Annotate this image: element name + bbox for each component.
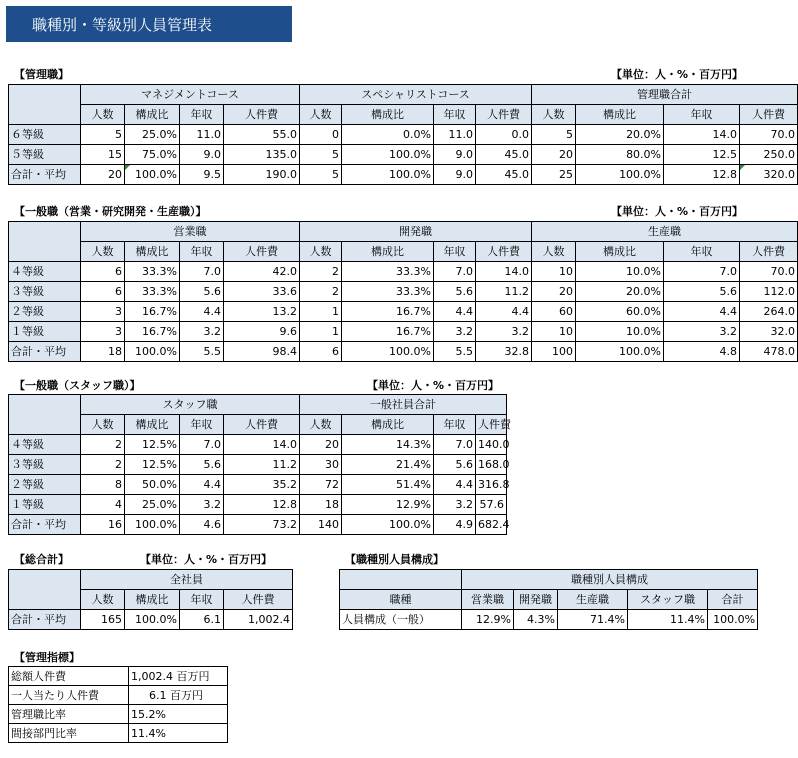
- table-cell: 33.3%: [342, 282, 434, 302]
- table-cell: 21.4%: [342, 455, 434, 475]
- table-cell: 250.0: [740, 145, 798, 165]
- table-cell: 5.6: [180, 455, 224, 475]
- table-cell: 1: [300, 302, 342, 322]
- group-header: 管理職合計: [532, 85, 798, 105]
- table-cell: 9.5: [180, 165, 224, 185]
- general-col-header-row: [9, 242, 798, 262]
- table-cell: 20.0%: [576, 125, 664, 145]
- column-header: 構成比: [576, 242, 664, 262]
- table-cell: 55.0: [224, 125, 300, 145]
- staff-rows: [9, 435, 510, 535]
- table-row: [9, 165, 798, 185]
- table-cell: 100.0%: [125, 342, 180, 362]
- table-cell: 8: [81, 475, 125, 495]
- table-cell: 478.0: [740, 342, 798, 362]
- table-cell: 32.8: [476, 342, 532, 362]
- table-cell: 33.3%: [342, 262, 434, 282]
- kpi-value: 11.4%: [129, 724, 228, 743]
- column-header: 人件費: [224, 242, 300, 262]
- table-cell: 50.0%: [125, 475, 180, 495]
- table-cell: 35.2: [224, 475, 300, 495]
- section-heading-kpi: 【管理指標】: [14, 651, 80, 664]
- kpi-value: 1,002.4 百万円: [129, 667, 228, 686]
- table-cell: 18: [81, 342, 125, 362]
- table-cell: 11.0: [180, 125, 224, 145]
- table-cell: 20: [81, 165, 125, 185]
- section-heading-management: 【管理職】: [14, 68, 69, 81]
- table-cell: 60.0%: [576, 302, 664, 322]
- column-header: 人件費: [476, 242, 532, 262]
- table-cell: 10: [532, 262, 576, 282]
- table-cell: 14.0: [476, 262, 532, 282]
- column-header: 人件費: [224, 590, 293, 610]
- table-cell: 71.4%: [558, 610, 628, 630]
- table-cell: 112.0: [740, 282, 798, 302]
- table-cell: 16.7%: [125, 302, 180, 322]
- table-cell: 13.2: [224, 302, 300, 322]
- section-heading-grand-total: 【総合計】: [14, 553, 69, 566]
- table-row: [9, 342, 798, 362]
- table-cell: 5.6: [434, 455, 476, 475]
- table-cell: 3.2: [180, 322, 224, 342]
- table-cell: 5.5: [180, 342, 224, 362]
- group-header: 職種別人員構成: [462, 570, 758, 590]
- table-cell: 5: [300, 145, 342, 165]
- column-header: 構成比: [342, 242, 434, 262]
- table-cell: 3.2: [434, 495, 476, 515]
- management-rows: [9, 125, 798, 185]
- table-cell: 5: [300, 165, 342, 185]
- column-header: 構成比: [125, 105, 180, 125]
- table-cell: 11.2: [476, 282, 532, 302]
- table-cell: 682.4: [476, 515, 507, 535]
- table-row: [9, 262, 798, 282]
- table-cell: 16.7%: [125, 322, 180, 342]
- row-label: ３等級: [9, 282, 81, 302]
- table-cell: 2: [300, 282, 342, 302]
- table-cell: 4.4: [434, 302, 476, 322]
- table-row: [9, 435, 507, 455]
- table-cell: 100.0%: [576, 165, 664, 185]
- page-title: 職種別・等級別人員管理表: [6, 6, 292, 42]
- unit-label-grand-total: 【単位：人・%・百万円】: [140, 553, 273, 566]
- column-header: 年収: [664, 242, 740, 262]
- column-header: 構成比: [342, 105, 434, 125]
- table-cell: 11.4%: [628, 610, 708, 630]
- table-cell: 30: [300, 455, 342, 475]
- column-header: 人数: [81, 590, 125, 610]
- table-cell: 4.4: [664, 302, 740, 322]
- table-row: [9, 705, 228, 724]
- column-header: 構成比: [342, 415, 434, 435]
- table-row: [9, 302, 798, 322]
- corner-cell: [9, 395, 81, 435]
- column-header: 構成比: [576, 105, 664, 125]
- table-cell: 7.0: [180, 435, 224, 455]
- table-cell: 57.6: [476, 495, 507, 515]
- table-cell: 0.0: [476, 125, 532, 145]
- corner-cell: [9, 85, 81, 125]
- corner-cell: [340, 570, 462, 590]
- composition-table: [339, 569, 758, 630]
- table-cell: 32.0: [740, 322, 798, 342]
- table-cell: 12.5%: [125, 455, 180, 475]
- table-cell: 14.3%: [342, 435, 434, 455]
- row-label: １等級: [9, 322, 81, 342]
- row-label: 合計・平均: [9, 165, 81, 185]
- table-row: [9, 610, 293, 630]
- table-cell: 3.2: [434, 322, 476, 342]
- column-header: 職種: [340, 590, 462, 610]
- table-cell: 4.4: [434, 475, 476, 495]
- table-row: [9, 125, 798, 145]
- table-cell: 7.0: [434, 435, 476, 455]
- column-header: 年収: [434, 415, 476, 435]
- table-cell: 45.0: [476, 145, 532, 165]
- table-cell: 3: [81, 302, 125, 322]
- table-cell: 11.2: [224, 455, 300, 475]
- table-cell: 1: [300, 322, 342, 342]
- group-header: 全社員: [81, 570, 293, 590]
- row-label: ３等級: [9, 455, 81, 475]
- column-header: 年収: [180, 415, 224, 435]
- table-cell: 264.0: [740, 302, 798, 322]
- row-label: 合計・平均: [9, 610, 81, 630]
- table-cell: 140.0: [476, 435, 507, 455]
- table-cell: 7.0: [180, 262, 224, 282]
- table-cell: 7.0: [434, 262, 476, 282]
- table-cell: 140: [300, 515, 342, 535]
- table-cell: 3: [81, 322, 125, 342]
- table-cell: 100.0%: [342, 145, 434, 165]
- table-row: [9, 322, 798, 342]
- table-cell: 5.6: [180, 282, 224, 302]
- table-cell: 20: [300, 435, 342, 455]
- table-cell: 4.4: [180, 302, 224, 322]
- table-cell: 60: [532, 302, 576, 322]
- table-cell: 72: [300, 475, 342, 495]
- unit-label-management: 【単位：人・%・百万円】: [611, 68, 744, 81]
- grand-total-table: [8, 569, 293, 630]
- column-header: 人件費: [476, 105, 532, 125]
- section-heading-general: 【一般職（営業・研究開発・生産職）】: [14, 205, 207, 218]
- table-cell: 51.4%: [342, 475, 434, 495]
- table-cell: 6: [300, 342, 342, 362]
- column-header: 人数: [300, 415, 342, 435]
- group-header: 営業職: [81, 222, 300, 242]
- table-cell: 1,002.4: [224, 610, 293, 630]
- staff-table: [8, 394, 511, 535]
- table-cell: 6: [81, 262, 125, 282]
- table-cell: 42.0: [224, 262, 300, 282]
- table-cell: 6: [81, 282, 125, 302]
- table-cell: 10.0%: [576, 322, 664, 342]
- table-cell: 100.0%: [125, 515, 180, 535]
- table-cell: 73.2: [224, 515, 300, 535]
- table-cell: 6.1: [180, 610, 224, 630]
- group-header: 開発職: [300, 222, 532, 242]
- row-label: ５等級: [9, 145, 81, 165]
- table-row: [9, 495, 507, 515]
- table-cell: 98.4: [224, 342, 300, 362]
- table-cell: 14.0: [664, 125, 740, 145]
- table-row: [9, 475, 507, 495]
- table-cell: 14.0: [224, 435, 300, 455]
- table-cell: 135.0: [224, 145, 300, 165]
- table-cell: 4: [81, 495, 125, 515]
- column-header: 人数: [300, 242, 342, 262]
- column-header: 人件費: [740, 105, 798, 125]
- table-cell: 7.0: [664, 262, 740, 282]
- table-cell: 5: [532, 125, 576, 145]
- table-cell: 5: [81, 125, 125, 145]
- table-cell: 18: [300, 495, 342, 515]
- unit-label-staff: 【単位：人・%・百万円】: [367, 379, 500, 392]
- table-cell: 25.0%: [125, 495, 180, 515]
- general-rows: [9, 262, 798, 362]
- table-cell: 11.0: [434, 125, 476, 145]
- column-header: 人件費: [476, 415, 507, 435]
- kpi-table: [8, 666, 228, 743]
- table-cell: 100.0%: [125, 610, 180, 630]
- table-cell: 75.0%: [125, 145, 180, 165]
- row-label: ４等級: [9, 262, 81, 282]
- row-label: ２等級: [9, 302, 81, 322]
- column-header: 年収: [180, 242, 224, 262]
- table-cell: 190.0: [224, 165, 300, 185]
- table-cell: 168.0: [476, 455, 507, 475]
- table-cell: 25: [532, 165, 576, 185]
- table-cell: 4.9: [434, 515, 476, 535]
- table-cell: 80.0%: [576, 145, 664, 165]
- table-cell: 12.9%: [342, 495, 434, 515]
- table-cell: 20: [532, 145, 576, 165]
- kpi-label: 間接部門比率: [9, 724, 129, 743]
- table-cell: 2: [81, 455, 125, 475]
- table-cell: 12.9%: [462, 610, 514, 630]
- table-cell: 100.0%: [125, 165, 180, 185]
- column-header: スタッフ職: [628, 590, 708, 610]
- table-row: [9, 455, 507, 475]
- table-cell: 5.5: [434, 342, 476, 362]
- column-header: 人件費: [740, 242, 798, 262]
- general-table: [8, 221, 798, 362]
- column-header: 人数: [81, 105, 125, 125]
- kpi-label: 一人当たり人件費: [9, 686, 129, 705]
- table-cell: 3.2: [476, 322, 532, 342]
- row-label: 合計・平均: [9, 342, 81, 362]
- kpi-label: 管理職比率: [9, 705, 129, 724]
- table-cell: 0.0%: [342, 125, 434, 145]
- column-header: 構成比: [125, 415, 180, 435]
- column-header: 年収: [434, 242, 476, 262]
- column-header: 年収: [434, 105, 476, 125]
- kpi-value: 6.1 百万円: [129, 686, 228, 705]
- unit-label-general: 【単位：人・%・百万円】: [611, 205, 744, 218]
- table-cell: 100.0%: [708, 610, 758, 630]
- row-label: 合計・平均: [9, 515, 81, 535]
- group-header: スタッフ職: [81, 395, 300, 415]
- column-header: 営業職: [462, 590, 514, 610]
- column-header: 開発職: [514, 590, 558, 610]
- corner-cell: [9, 222, 81, 262]
- column-header: 人数: [532, 105, 576, 125]
- table-cell: 4.3%: [514, 610, 558, 630]
- column-header: 年収: [180, 105, 224, 125]
- column-header: 年収: [180, 590, 224, 610]
- table-row: [9, 282, 798, 302]
- column-header: 構成比: [125, 242, 180, 262]
- staff-col-header-row: [9, 415, 507, 435]
- table-cell: 15: [81, 145, 125, 165]
- table-cell: 100.0%: [342, 342, 434, 362]
- table-cell: 12.5: [664, 145, 740, 165]
- group-header: 一般社員合計: [300, 395, 507, 415]
- table-cell: 25.0%: [125, 125, 180, 145]
- table-cell: 33.3%: [125, 262, 180, 282]
- row-label: ２等級: [9, 475, 81, 495]
- table-cell: 100.0%: [342, 515, 434, 535]
- table-cell: 20.0%: [576, 282, 664, 302]
- table-cell: 165: [81, 610, 125, 630]
- column-header: 人数: [81, 415, 125, 435]
- management-table: [8, 84, 798, 185]
- table-cell: 100.0%: [342, 165, 434, 185]
- kpi-label: 総額人件費: [9, 667, 129, 686]
- table-cell: 10: [532, 322, 576, 342]
- table-cell: 70.0: [740, 125, 798, 145]
- group-header: 生産職: [532, 222, 798, 242]
- table-cell: 3.2: [180, 495, 224, 515]
- table-cell: 2: [300, 262, 342, 282]
- section-heading-composition: 【職種別人員構成】: [345, 553, 444, 566]
- section-heading-staff: 【一般職（スタッフ職）】: [14, 379, 141, 392]
- group-header: スペシャリストコース: [300, 85, 532, 105]
- row-label: ６等級: [9, 125, 81, 145]
- table-cell: 9.0: [434, 165, 476, 185]
- table-cell: 12.5%: [125, 435, 180, 455]
- table-cell: 5.6: [664, 282, 740, 302]
- column-header: 人数: [300, 105, 342, 125]
- table-cell: 316.8: [476, 475, 507, 495]
- table-cell: 100.0%: [576, 342, 664, 362]
- column-header: 人数: [532, 242, 576, 262]
- table-cell: 16.7%: [342, 302, 434, 322]
- table-cell: 4.4: [180, 475, 224, 495]
- row-label: 人員構成（一般）: [340, 610, 462, 630]
- kpi-value: 15.2%: [129, 705, 228, 724]
- table-cell: 45.0: [476, 165, 532, 185]
- table-cell: 10.0%: [576, 262, 664, 282]
- table-cell: 33.3%: [125, 282, 180, 302]
- table-cell: 70.0: [740, 262, 798, 282]
- row-label: ４等級: [9, 435, 81, 455]
- table-row: [9, 515, 507, 535]
- table-cell: 320.0: [740, 165, 798, 185]
- column-header: 人数: [81, 242, 125, 262]
- table-cell: 4.6: [180, 515, 224, 535]
- table-row: [340, 610, 758, 630]
- table-cell: 9.0: [180, 145, 224, 165]
- table-cell: 3.2: [664, 322, 740, 342]
- table-cell: 16: [81, 515, 125, 535]
- table-row: [9, 667, 228, 686]
- table-cell: 100: [532, 342, 576, 362]
- table-cell: 2: [81, 435, 125, 455]
- row-label: １等級: [9, 495, 81, 515]
- column-header: 人件費: [224, 415, 300, 435]
- table-cell: 9.0: [434, 145, 476, 165]
- table-cell: 9.6: [224, 322, 300, 342]
- table-cell: 20: [532, 282, 576, 302]
- table-cell: 33.6: [224, 282, 300, 302]
- table-cell: 5.6: [434, 282, 476, 302]
- column-header: 生産職: [558, 590, 628, 610]
- table-row: [9, 145, 798, 165]
- column-header: 合計: [708, 590, 758, 610]
- column-header: 人件費: [224, 105, 300, 125]
- corner-cell: [9, 570, 81, 610]
- column-header: 年収: [664, 105, 740, 125]
- table-cell: 16.7%: [342, 322, 434, 342]
- table-row: [9, 724, 228, 743]
- table-cell: 4.4: [476, 302, 532, 322]
- column-header: 構成比: [125, 590, 180, 610]
- table-row: [9, 686, 228, 705]
- group-header: マネジメントコース: [81, 85, 300, 105]
- table-cell: 12.8: [664, 165, 740, 185]
- table-cell: 12.8: [224, 495, 300, 515]
- table-cell: 4.8: [664, 342, 740, 362]
- table-cell: 0: [300, 125, 342, 145]
